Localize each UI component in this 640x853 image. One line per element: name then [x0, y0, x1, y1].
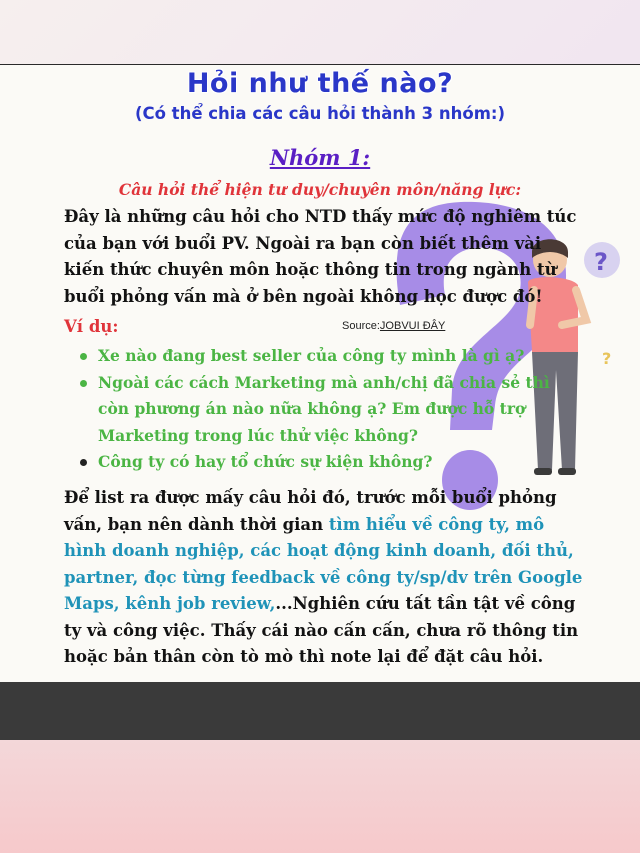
closing-paragraph — [64, 485, 584, 671]
bullet-dot-icon — [80, 380, 87, 387]
page-title: Hỏi như thế nào? — [186, 68, 454, 99]
list-item — [78, 370, 578, 450]
example-text: Ngoài các cách Marketing mà anh/chị đã chia sẻ thì còn phương án nào nữa không ạ? Em được hỗ trợ Marketing trong lúc thử việc không? — [98, 372, 550, 445]
question-bubble-icon — [584, 242, 620, 278]
intro-paragraph: Đây là những câu hỏi cho NTD thấy mức độ nghiêm túc của bạn với buổi PV. Ngoài ra bạn còn biết thêm vài kiến thức chuyên môn hoặc thông tin trong ngành từ buổi phỏng vấn mà ở bên ngoài không học được đó! — [64, 207, 577, 306]
group-description: Câu hỏi thể hiện tư duy/chuyên môn/năng lực: — [118, 180, 522, 199]
example-text: Xe nào đang best seller của công ty mình là gì ạ? — [98, 346, 525, 365]
example-list — [78, 343, 578, 476]
svg-text:?: ? — [594, 248, 608, 276]
closing-part2: ...Nghiên cứu tất tần tật về công ty và công việc. Thấy cái nào cấn cấn, chưa rõ thông tin hoặc bản thân còn tò mò thì note lại để đặt câu hỏi. — [64, 594, 579, 666]
list-item — [78, 449, 578, 476]
source-credit — [342, 320, 445, 332]
tiny-question-mark-icon: ? — [602, 349, 612, 368]
source-link[interactable]: JOBVUI ĐÂY — [379, 320, 446, 332]
bullet-dot-icon — [80, 459, 87, 466]
bullet-dot-icon — [80, 353, 87, 360]
list-item — [78, 343, 578, 370]
bottom-gradient-band — [0, 740, 640, 853]
source-prefix: Source: — [342, 320, 380, 332]
example-text: Công ty có hay tổ chức sự kiện không? — [98, 452, 433, 471]
group-title: Nhóm 1: — [269, 145, 371, 170]
dark-footer-band — [0, 682, 640, 740]
closing-highlight: tìm hiểu về công ty, mô hình doanh nghiệp, các hoạt động kinh doanh, đối thủ, partner, đọc từng feedback về công ty/sp/dv trên Google Maps, kênh job review, — [64, 514, 583, 613]
page-subtitle: (Có thể chia các câu hỏi thành 3 nhóm:) — [134, 104, 506, 123]
example-label: Ví dụ: — [64, 317, 119, 336]
closing-part1: Để list ra được mấy câu hỏi đó, trước mỗi buổi phỏng vấn, bạn nên dành thời gian — [64, 488, 557, 534]
